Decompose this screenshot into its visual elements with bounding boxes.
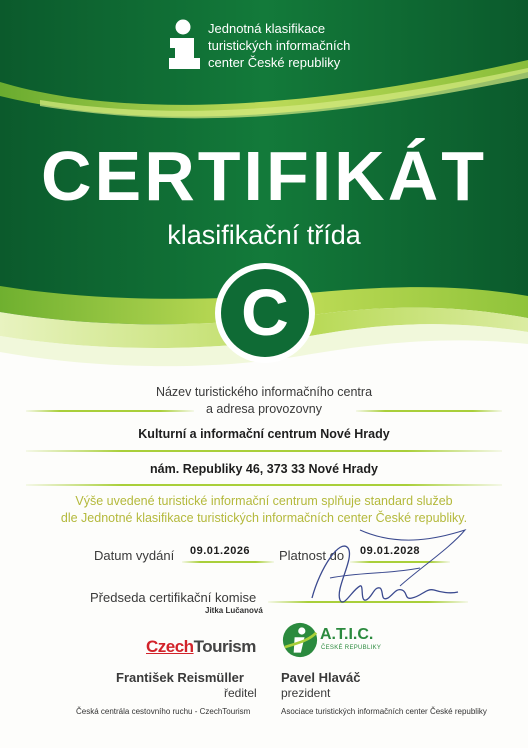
left-signatory-org: Česká centrála cestovního ruchu - CzechTourism <box>76 707 251 716</box>
info-center-logo-icon <box>166 18 206 70</box>
left-signatory-name: František Reismüller <box>116 670 244 685</box>
certificate-subtitle: klasifikační třída <box>167 220 361 250</box>
atic-logo <box>282 620 402 664</box>
atic-logo-subtext: ČESKÉ REPUBLIKY <box>321 645 382 651</box>
czechtourism-logo-czech: Czech <box>146 637 194 656</box>
compliance-statement <box>40 493 488 527</box>
atic-logo-icon <box>282 620 318 660</box>
statement-line-1: Výše uvedené turistické informační centrum splňuje standard služeb <box>75 494 453 508</box>
issue-date-value: 09.01.2026 <box>190 545 251 557</box>
left-signatory-role: ředitel <box>224 686 257 700</box>
divider-line <box>356 410 502 412</box>
center-address: nám. Republiky 46, 373 33 Nové Hrady <box>150 462 378 476</box>
commission-label: Předseda certifikační komise <box>90 590 257 605</box>
czechtourism-logo <box>146 637 256 657</box>
center-label <box>100 384 428 418</box>
center-label-line-2: a adresa provozovny <box>205 402 323 416</box>
right-signatory-role: prezident <box>281 686 331 700</box>
signature-image <box>300 528 470 618</box>
org-name-line-3: center České republiky <box>208 55 341 70</box>
divider-line <box>182 561 274 563</box>
atic-logo-text: A.T.I.C. <box>320 626 374 643</box>
org-name-line-1: Jednotná klasifikace <box>208 21 326 36</box>
right-signatory-name: Pavel Hlaváč <box>281 670 361 685</box>
issue-date-label: Datum vydání <box>94 548 175 563</box>
org-name-line-2: turistických informačních <box>208 38 351 53</box>
classification-org-name <box>208 20 408 71</box>
commission-chair-name: Jitka Lučanová <box>205 606 263 615</box>
center-name: Kulturní a informační centrum Nové Hrady <box>138 427 390 441</box>
right-signatory-org: Asociace turistických informačních center České republiky <box>281 707 487 716</box>
divider-line <box>26 484 502 486</box>
divider-line <box>26 410 194 412</box>
class-letter: C <box>241 275 289 349</box>
divider-line <box>26 450 502 452</box>
class-badge <box>214 262 316 364</box>
czechtourism-logo-tourism: Tourism <box>193 637 256 656</box>
center-label-line-1: Název turistického informačního centra <box>155 385 373 399</box>
statement-line-2: dle Jednotné klasifikace turistických informačních center České republiky. <box>60 511 468 525</box>
certificate-title: CERTIFIKÁT <box>40 137 488 215</box>
valid-until-value: 09.01.2028 <box>360 545 421 557</box>
valid-until-label: Platnost do <box>279 548 345 563</box>
